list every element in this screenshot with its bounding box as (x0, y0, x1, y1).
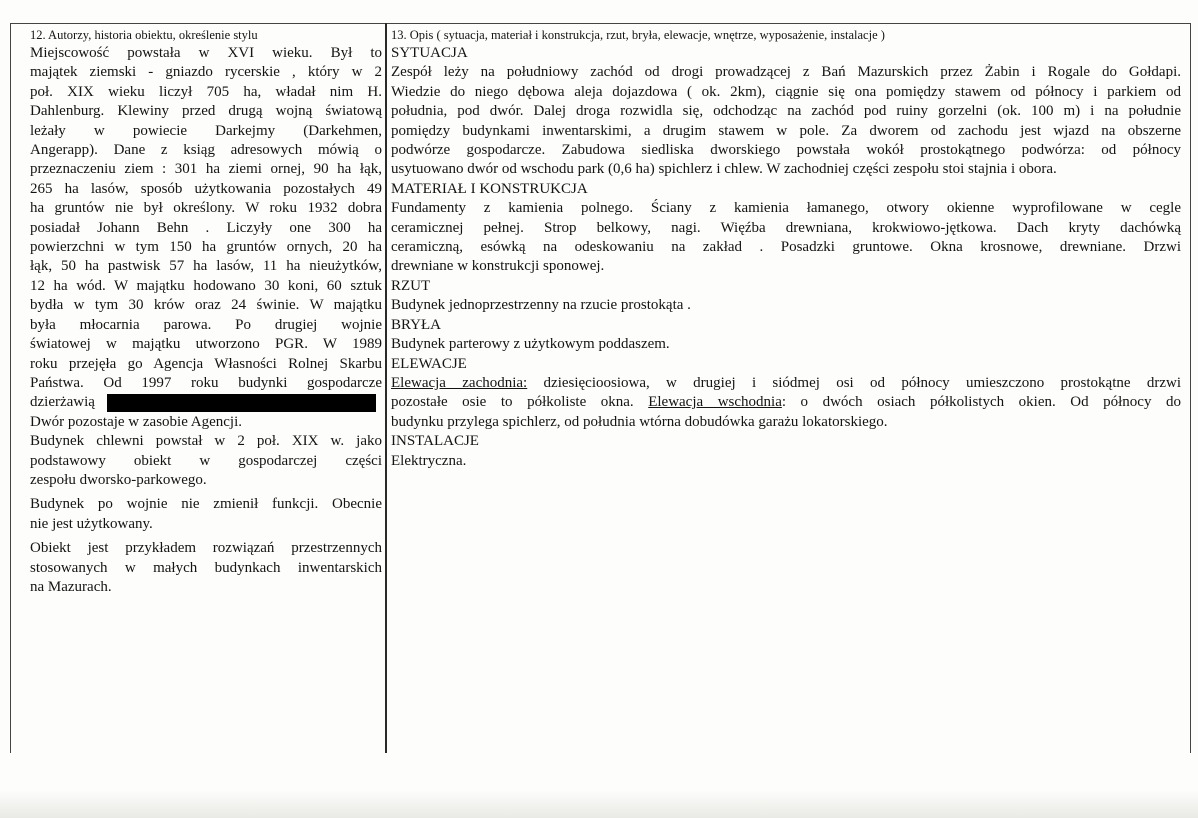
history-line: 12 ha wód. W majątku hodowano 30 koni, 60 sztuk (30, 277, 382, 294)
history-line: powierzchni w tym 150 ha gruntów ornych, 20 ha (30, 239, 382, 256)
material-last: drewniane w konstrukcji sponowej. (391, 258, 605, 275)
history-line: roku przejęła go Agencja Własności Rolnej Skarbu (30, 355, 382, 372)
history-line: bydła w tym 30 krów oraz 24 świnie. W majątku (30, 297, 382, 314)
history-line: poł. XIX wieku liczył 705 ha, władał nim H. (30, 83, 382, 100)
function-line: Budynek po wojnie nie zmienił funkcji. Obecnie (30, 496, 382, 513)
material-line: Fundamenty z kamienia polnego. Ściany z kamienia łamanego, otwory okienne wyprofilowane w cegle (391, 200, 1181, 217)
elewacje-line-1 (391, 374, 1181, 393)
bryla-text: Budynek parterowy z użytkowym poddaszem. (391, 336, 670, 353)
history-line: była młocarnia parowa. Po drugiej wojnie (30, 316, 382, 333)
rzut-title: RZUT (391, 277, 431, 294)
history-line: Państwa. Od 1997 roku budynki gospodarcze (30, 374, 382, 391)
section-13-header: 13. Opis ( sytuacja, materiał i konstrukcja, rzut, bryła, elewacje, wnętrze, wyposażenie, instalacje ) (391, 28, 885, 42)
function-paragraph (30, 495, 382, 514)
building-origin-paragraph (30, 432, 382, 471)
example-line: Obiekt jest przykładem rozwiązań przestrzennych (30, 540, 382, 557)
material-line: ceramicznej pełnej. Strop belkowy, nagi. Więźba drewniana, krokwiowo-jętkowa. Dach kryty dachówką (391, 219, 1181, 236)
history-line: posiadał Johann Behn . Liczyły one 300 ha (30, 219, 382, 236)
history-line: Miejscowość powstała w XVI wieku. Był to (30, 45, 382, 61)
sytuacja-line: pomiędzy budynkami inwentarskimi, a drugim stawem w pole. Za dworem od zachodu jest wjazd na obszerne (391, 122, 1181, 139)
rzut-text: Budynek jednoprzestrzenny na rzucie prostokąta . (391, 297, 691, 314)
building-origin-last: zespołu dworsko-parkowego. (30, 471, 207, 488)
building-origin-line: podstawowy obiekt w gospodarczej części (30, 452, 382, 469)
material-line: ceramiczną, esówką na odeskowaniu na zakład . Posadzki gruntowe. Okna krosnowe, drewniane. Drzwi (391, 239, 1181, 256)
sytuacja-line: podwórze gospodarcze. Zabudowa siedliska dworskiego powstała wokół prostokątnego podwórza: od północy (391, 142, 1181, 159)
west-elevation-end: pozostałe osie to półkoliste okna. (391, 394, 649, 411)
sytuacja-line: Wiedzie do niego dębowa aleja dojazdowa ( ok. 2km), ciągnie się ona pomiędzy stawem od północy i parkiem od (391, 83, 1181, 100)
section-12-header: 12. Autorzy, historia obiektu, określenie stylu (30, 28, 258, 42)
example-paragraph (30, 539, 382, 578)
material-paragraph (391, 199, 1181, 257)
redaction-bar (107, 394, 376, 412)
frame-right-border (1190, 23, 1191, 753)
sytuacja-last: usytuowano dwór od wschodu park (0,6 ha) spichlerz i chlew. W zachodniej części zespołu stoi stajnia i obora. (391, 161, 1057, 178)
sytuacja-title: SYTUACJA (391, 45, 468, 61)
frame-left-border (10, 23, 11, 753)
scan-bottom-edge (0, 790, 1198, 818)
west-elevation-text: dziesięcioosiowa, w drugiej i siódmej osi od północy umieszczono prostokątne drzwi (527, 374, 1181, 391)
bryla-title: BRYŁA (391, 316, 442, 333)
example-line: stosowanych w małych budynkach inwentarskich (30, 559, 382, 576)
leased-word: dzierżawią (30, 394, 95, 411)
history-line: ha gruntów nie był określony. W roku 1932 dobra (30, 200, 382, 217)
sytuacja-line: Zespół leży na południowy zachód od drogi prowadzącej z Bań Mazurskich przez Żabin i Rogale do Gołdapi. (391, 64, 1181, 81)
example-last: na Mazurach. (30, 578, 112, 595)
elewacje-line-2 (391, 393, 1181, 412)
building-origin-line: Budynek chlewni powstał w 2 poł. XIX w. jako (30, 433, 382, 450)
frame-top-border (10, 23, 1190, 24)
sytuacja-paragraph (391, 63, 1181, 160)
elewacje-last: budynku przylega spichlerz, od południa wtórna dobudówka garażu lokatorskiego. (391, 413, 888, 430)
history-line: majątek ziemski - gniazdo rycerskie , który w 2 (30, 64, 382, 81)
history-line: światowej w majątku utworzono PGR. W 1989 (30, 336, 382, 353)
elewacje-title: ELEWACJE (391, 355, 467, 372)
column-divider (385, 23, 387, 753)
history-column (30, 27, 382, 597)
east-elevation-label: Elewacja wschodnia (648, 394, 782, 411)
history-line: 265 ha lasów, sposób użytkowania pozostałych 49 (30, 180, 382, 197)
sytuacja-line: południa, pod dwór. Dalej droga rozwidla się, odchodząc na zachód pod ruiny gorzelni (ok. 100 m) i na południe (391, 103, 1181, 120)
leased-line (30, 393, 382, 412)
history-line: Angerapp). Dane z ksiąg adresowych mówią o (30, 142, 382, 159)
history-line: przeznaczeniu ziem : 301 ha ziemi ornej, 90 ha łąk, (30, 161, 382, 178)
west-elevation-label: Elewacja zachodnia: (391, 374, 528, 391)
function-last: nie jest użytkowany. (30, 515, 153, 532)
description-column (391, 27, 1181, 471)
east-elevation-text: : o dwóch osiach półkolistych okien. Od północy do (781, 394, 1181, 411)
instalacje-text: Elektryczna. (391, 452, 467, 469)
history-line: łąk, 50 ha pastwisk 57 ha lasów, 11 ha nieużytków, (30, 258, 382, 275)
history-line: leżały w powiecie Darkejmy (Darkehmen, (30, 122, 382, 139)
instalacje-title: INSTALACJE (391, 433, 479, 450)
manor-agency-line: Dwór pozostaje w zasobie Agencji. (30, 413, 243, 430)
history-paragraph (30, 44, 382, 393)
material-title: MATERIAŁ I KONSTRUKCJA (391, 180, 588, 197)
history-line: Dahlenburg. Klewiny przed drugą wojną światową (30, 103, 382, 120)
